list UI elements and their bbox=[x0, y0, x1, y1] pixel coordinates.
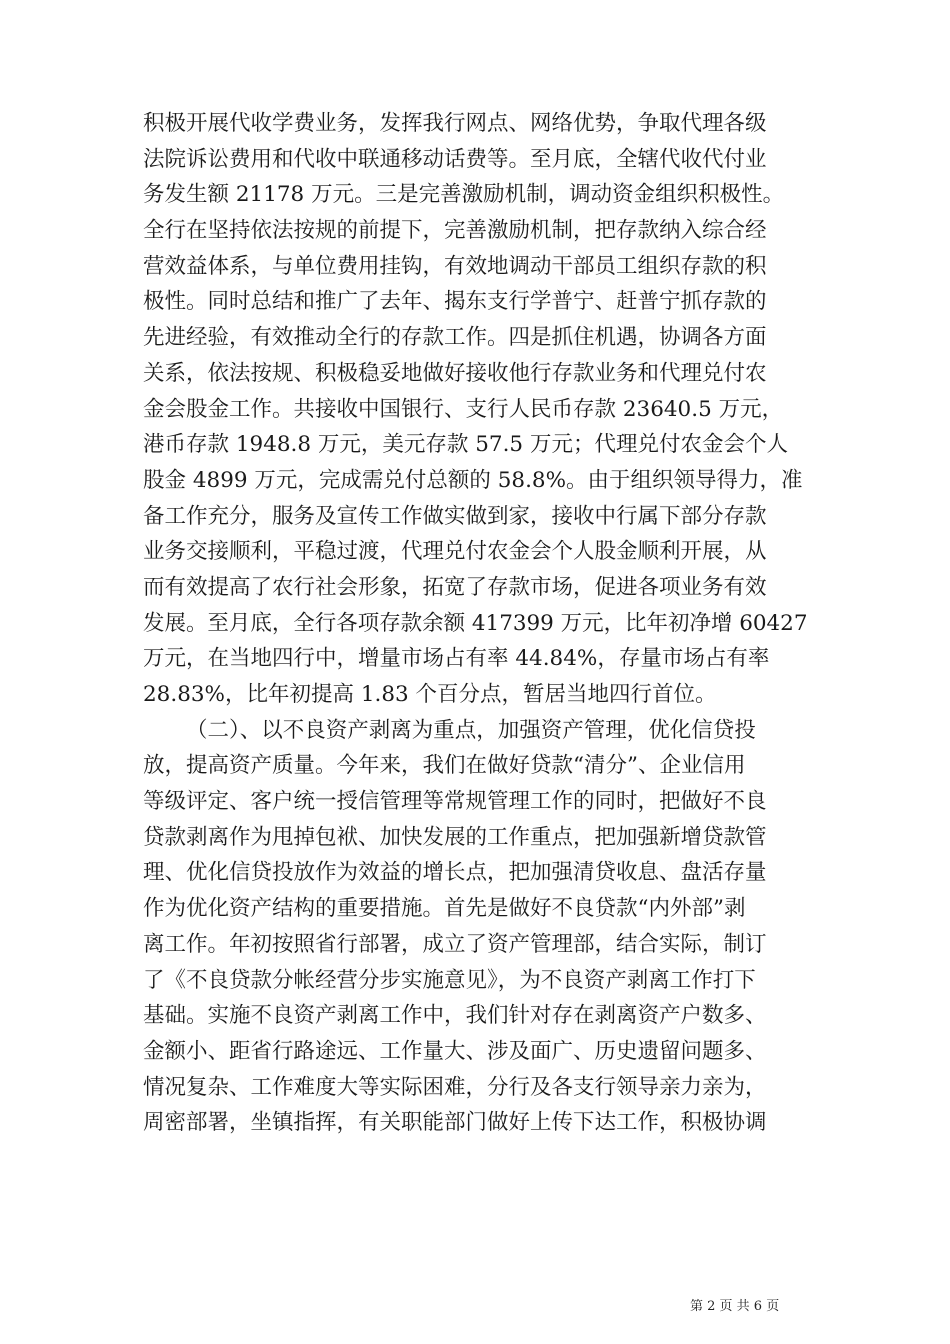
text-line: 等级评定、客户统一授信管理等常规管理工作的同时，把做好不良 bbox=[143, 789, 767, 815]
text-line: 放，提高资产质量。今年来，我们在做好贷款“清分”、企业信用 bbox=[143, 753, 746, 779]
text-line: 积极开展代收学费业务，发挥我行网点、网络优势，争取代理各级 bbox=[143, 111, 767, 136]
text-line: 金额小、距省行路途远、工作量大、涉及面广、历史遗留问题多、 bbox=[143, 1038, 767, 1064]
text-line: 极性。同时总结和推广了去年、揭东支行学普宁、赶普宁抓存款的 bbox=[143, 289, 767, 315]
text-line: 发展。至月底，全行各项存款余额 417399 万元，比年初净增 60427 bbox=[143, 610, 808, 636]
body-text bbox=[143, 106, 807, 1141]
text-line: 金会股金工作。共接收中国银行、支行人民币存款 23640.5 万元， bbox=[143, 396, 784, 422]
text-line: 务发生额 21178 万元。三是完善激励机制，调动资金组织积极性。 bbox=[143, 182, 785, 208]
text-line: 备工作充分，服务及宣传工作做实做到家，接收中行属下部分存款 bbox=[143, 503, 767, 529]
text-line: 28.83%，比年初提高 1.83 个百分点，暂居当地四行首位。 bbox=[143, 682, 717, 707]
text-line: 股金 4899 万元，完成需兑付总额的 58.8%。由于组织领导得力，准 bbox=[143, 467, 803, 493]
text-line: 万元，在当地四行中，增量市场占有率 44.84%，存量市场占有率 bbox=[143, 646, 770, 672]
text-line: 港币存款 1948.8 万元，美元存款 57.5 万元；代理兑付农金会个人 bbox=[143, 432, 788, 458]
text-line: 了《不良贷款分帐经营分步实施意见》，为不良资产剥离工作打下 bbox=[143, 967, 756, 993]
text-line: 法院诉讼费用和代收中联通移动话费等。至月底，全辖代收代付业 bbox=[143, 146, 767, 172]
text-line: 离工作。年初按照省行部署，成立了资产管理部，结合实际，制订 bbox=[143, 931, 767, 957]
text-line: 营效益体系，与单位费用挂钩，有效地调动干部员工组织存款的积 bbox=[143, 253, 767, 279]
text-line: 周密部署，坐镇指挥，有关职能部门做好上传下达工作，积极协调 bbox=[143, 1110, 767, 1136]
text-line: 先进经验，有效推动全行的存款工作。四是抓住机遇，协调各方面 bbox=[143, 325, 767, 351]
page-number: 第 2 页 共 6 页 bbox=[690, 1299, 780, 1314]
text-line: 作为优化资产结构的重要措施。首先是做好不良贷款“内外部”剥 bbox=[143, 896, 746, 922]
text-line: （二）、以不良资产剥离为重点，加强资产管理，优化信贷投 bbox=[186, 717, 756, 743]
text-line: 理、优化信贷投放作为效益的增长点，把加强清贷收息、盘活存量 bbox=[143, 860, 767, 886]
text-line: 基础。实施不良资产剥离工作中，我们针对存在剥离资产户数多、 bbox=[143, 1003, 767, 1029]
text-line: 全行在坚持依法按规的前提下，完善激励机制，把存款纳入综合经 bbox=[143, 218, 767, 244]
text-line: 关系，依法按规、积极稳妥地做好接收他行存款业务和代理兑付农 bbox=[143, 360, 767, 386]
text-line: 情况复杂、工作难度大等实际困难，分行及各支行领导亲力亲为， bbox=[143, 1074, 767, 1100]
text-line: 业务交接顺利，平稳过渡，代理兑付农金会个人股金顺利开展，从 bbox=[143, 539, 767, 565]
text-line: 贷款剥离作为甩掉包袱、加快发展的工作重点，把加强新增贷款管 bbox=[143, 824, 767, 850]
text-line: 而有效提高了农行社会形象，拓宽了存款市场，促进各项业务有效 bbox=[143, 574, 767, 600]
